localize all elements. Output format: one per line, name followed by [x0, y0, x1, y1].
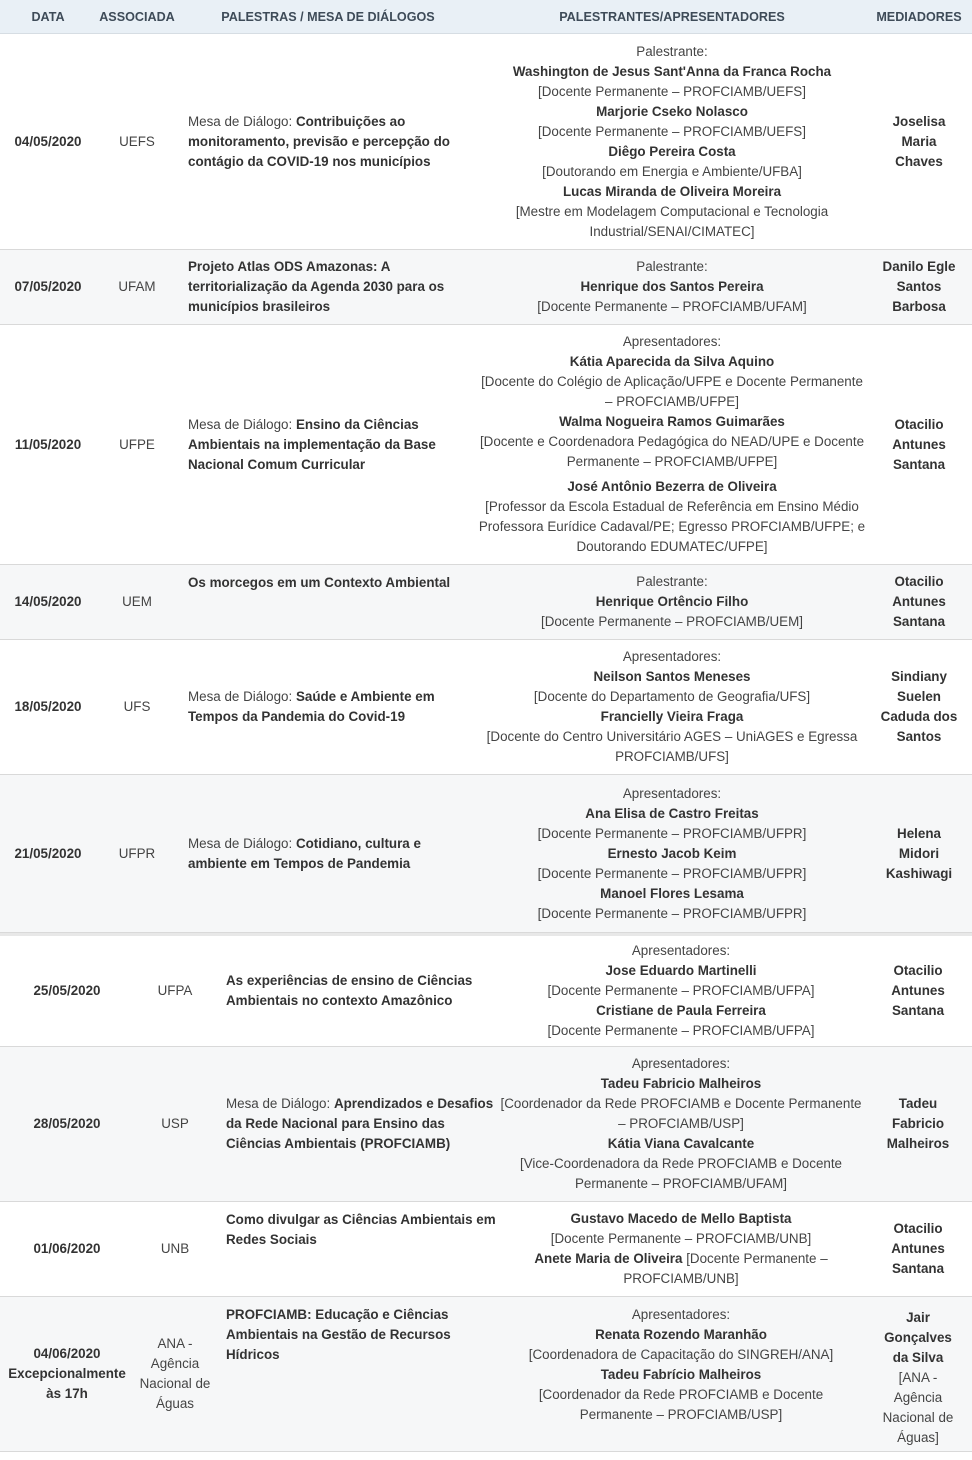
speaker-name: José Antônio Bezerra de Oliveira	[567, 479, 777, 494]
speaker-role: Apresentadores:	[622, 785, 722, 801]
speaker-name: Ana Elisa de Castro Freitas	[585, 805, 759, 821]
header-palestrantes: PALESTRANTES/APRESENTADORES	[559, 10, 785, 24]
row-associada: UNB	[160, 1241, 190, 1256]
row-date: 11/05/2020	[14, 436, 82, 452]
row-date: 18/05/2020	[14, 699, 82, 714]
speaker-desc: [Vice-Coordenadora da Rede PROFCIAMB e Docente Permanente – PROFCIAMB/UFAM]	[519, 1156, 843, 1191]
talk-title: PROFCIAMB: Educação e Ciências Ambientais na Gestão de Recursos Hídricos	[226, 1307, 451, 1362]
row-associada: USP	[161, 1116, 189, 1131]
row-talk	[226, 1202, 496, 1296]
table-row	[0, 936, 972, 1047]
row-talk	[188, 775, 463, 932]
header-associada: ASSOCIADA	[99, 10, 175, 24]
header-mediadores: MEDIADORES	[876, 10, 962, 24]
speaker-entry	[496, 1249, 866, 1289]
table-row	[0, 325, 972, 565]
talk-title: Cotidiano, cultura e ambiente em Tempos de Pandemia	[188, 835, 421, 871]
speaker-desc: [Docente Permanente – PROFCIAMB/UNB]	[623, 1251, 828, 1286]
speaker-name: Cristiane de Paula Ferreira	[596, 1003, 766, 1018]
row-associada: UFS	[123, 699, 151, 714]
row-date: 25/05/2020	[33, 983, 101, 998]
table-row	[0, 1202, 972, 1297]
speaker-name: Walma Nogueira Ramos Guimarães	[559, 414, 785, 429]
speaker-role: Apresentadores:	[622, 334, 722, 349]
speaker-desc: [Docente Permanente – PROFCIAMB/UFPA]	[547, 983, 815, 998]
row-mediator-note: [ANA - Agência Nacional de Águas]	[882, 1370, 954, 1445]
row-talk	[188, 325, 463, 564]
row-mediator: Otacilio Antunes Santana	[891, 1221, 945, 1276]
row-associada: ANA - Agência Nacional de Águas	[139, 1336, 211, 1411]
row-speakers	[496, 1202, 866, 1296]
row-associada: UFPR	[118, 845, 156, 861]
row-mediator: Otacilio Antunes Santana	[892, 574, 946, 629]
row-mediator: Otacilio Antunes Santana	[892, 416, 946, 472]
speaker-desc: [Docente Permanente – PROFCIAMB/UFPR]	[537, 865, 807, 881]
talk-prefix: Mesa de Diálogo:	[188, 416, 296, 432]
speaker-desc: [Coordenador da Rede PROFCIAMB e Docente Permanente – PROFCIAMB/USP]	[538, 1387, 824, 1422]
speaker-name: Anete Maria de Oliveira	[534, 1251, 683, 1266]
table-row	[0, 1047, 972, 1202]
speaker-name: Diêgo Pereira Costa	[608, 144, 736, 159]
talk-prefix: Mesa de Diálogo:	[226, 1096, 334, 1111]
row-talk	[188, 565, 463, 639]
table-row	[0, 250, 972, 325]
speaker-name: Jose Eduardo Martinelli	[605, 963, 757, 978]
speaker-name: Gustavo Macedo de Mello Baptista	[570, 1211, 792, 1226]
speaker-role: Palestrante:	[636, 44, 708, 59]
row-mediator: Otacilio Antunes Santana	[891, 963, 945, 1018]
row-date: 04/06/2020	[33, 1346, 101, 1361]
speaker-desc: [Docente do Colégio de Aplicação/UFPE e Docente Permanente – PROFCIAMB/UFPE]	[481, 374, 863, 409]
header-palestras: PALESTRAS / MESA DE DIÁLOGOS	[221, 10, 435, 24]
speaker-name: Kátia Aparecida da Silva Aquino	[569, 354, 775, 369]
row-associada: UEM	[122, 594, 152, 609]
row-speakers	[478, 250, 866, 324]
speaker-desc: [Docente Permanente – PROFCIAMB/UNB]	[550, 1231, 812, 1246]
speaker-name: Francielly Vieira Fraga	[600, 709, 744, 724]
speaker-desc: [Docente Permanente – PROFCIAMB/UFPR]	[537, 905, 807, 921]
row-speakers	[478, 35, 866, 249]
talk-title: Projeto Atlas ODS Amazonas: A territorialização da Agenda 2030 para os municípios brasileiros	[188, 259, 445, 314]
speaker-desc: [Doutorando em Energia e Ambiente/UFBA]	[542, 164, 802, 179]
table-row	[0, 640, 972, 775]
speaker-desc: [Docente Permanente – PROFCIAMB/UFAM]	[537, 299, 807, 314]
row-speakers	[478, 565, 866, 639]
row-associada: UFPA	[157, 983, 193, 998]
row-speakers	[496, 1047, 866, 1201]
speaker-desc: [Docente Permanente – PROFCIAMB/UEFS]	[538, 84, 806, 99]
row-associada: UEFS	[119, 134, 155, 149]
row-associada: UFAM	[118, 279, 156, 294]
row-speakers	[496, 936, 866, 1046]
row-talk	[188, 35, 463, 249]
row-talk	[188, 250, 463, 324]
header-date: DATA	[31, 10, 65, 24]
talk-title: Os morcegos em um Contexto Ambiental	[188, 575, 451, 590]
speaker-desc: [Coordenador da Rede PROFCIAMB e Docente Permanente – PROFCIAMB/USP]	[500, 1096, 862, 1131]
speaker-name: Tadeu Fabricio Malheiros	[600, 1076, 762, 1091]
talk-title: As experiências de ensino de Ciências Ambientais no contexto Amazônico	[226, 973, 473, 1008]
speaker-name: Neilson Santos Meneses	[593, 669, 751, 684]
speaker-name: Washington de Jesus Sant'Anna da Franca Rocha	[512, 64, 832, 79]
row-date: 04/05/2020	[14, 134, 82, 149]
speaker-role: Apresentadores:	[631, 1307, 731, 1322]
row-date-note: Excepcionalmente às 17h	[8, 1366, 126, 1401]
table-row	[0, 775, 972, 933]
row-speakers	[496, 1297, 866, 1451]
row-date: 28/05/2020	[33, 1116, 101, 1131]
row-mediator: Joselisa Maria Chaves	[892, 114, 946, 169]
speaker-name: Marjorie Cseko Nolasco	[596, 104, 748, 119]
speaker-desc: [Docente do Departamento de Geografia/UFS]	[533, 689, 811, 704]
speaker-desc: [Docente Permanente – PROFCIAMB/UEM]	[541, 614, 803, 629]
table-row	[0, 565, 972, 640]
speaker-desc: [Docente Permanente – PROFCIAMB/UEFS]	[538, 124, 806, 139]
speaker-name: Henrique Ortêncio Filho	[595, 594, 749, 609]
row-mediator: Sindiany Suelen Caduda dos Santos	[880, 669, 958, 744]
speaker-desc: [Docente Permanente – PROFCIAMB/UFPR]	[537, 825, 807, 841]
talk-title: Saúde e Ambiente em Tempos da Pandemia do Covid-19	[188, 689, 435, 724]
row-talk	[226, 936, 496, 1046]
talk-prefix: Mesa de Diálogo:	[188, 114, 296, 129]
talk-title: Aprendizados e Desafios da Rede Nacional para Ensino das Ciências Ambientais (PROFCIAMB)	[226, 1096, 494, 1151]
table-row	[0, 1297, 972, 1452]
speaker-role: Palestrante:	[636, 574, 708, 589]
row-speakers	[478, 640, 866, 774]
speaker-name: Ernesto Jacob Keim	[607, 845, 737, 861]
row-associada: UFPE	[119, 436, 155, 452]
speaker-name: Henrique dos Santos Pereira	[580, 279, 764, 294]
talk-prefix: Mesa de Diálogo:	[188, 835, 296, 851]
speaker-role: Apresentadores:	[631, 1056, 731, 1071]
row-date: 14/05/2020	[14, 594, 82, 609]
speaker-desc: [Coordenadora de Capacitação do SINGREH/ANA]	[528, 1347, 834, 1362]
speaker-name: Tadeu Fabrício Malheiros	[600, 1367, 762, 1382]
speaker-desc: [Professor da Escola Estadual de Referência em Ensino Médio Professora Eurídice Cadaval/PE; Egresso PROFCIAMB/UFPE; e Doutorando EDUMATEC/UFPE]	[478, 499, 866, 554]
speaker-desc: [Docente do Centro Universitário AGES – UniAGES e Egressa PROFCIAMB/UFS]	[486, 729, 858, 764]
row-speakers	[478, 775, 866, 932]
row-date-cell	[0, 1297, 134, 1451]
speaker-desc: [Docente Permanente – PROFCIAMB/UFPA]	[547, 1023, 815, 1038]
speaker-name: Kátia Viana Cavalcante	[607, 1136, 755, 1151]
row-date: 07/05/2020	[14, 279, 82, 294]
table-row	[0, 35, 972, 250]
speaker-role: Palestrante:	[636, 259, 708, 274]
speaker-desc: [Mestre em Modelagem Computacional e Tecnologia Industrial/SENAI/CIMATEC]	[515, 204, 829, 239]
row-date: 21/05/2020	[14, 845, 82, 861]
speaker-role: Apresentadores:	[631, 943, 731, 958]
talk-title: Ensino da Ciências Ambientais na implementação da Base Nacional Comum Curricular	[188, 416, 436, 472]
row-mediator: Tadeu Fabricio Malheiros	[886, 1096, 950, 1151]
table-header	[0, 0, 972, 34]
row-mediator: Helena Midori Kashiwagi	[885, 825, 953, 881]
row-mediator-cell	[866, 1297, 970, 1451]
row-mediator: Jair Gonçalves da Silva	[884, 1310, 952, 1365]
talk-title: Contribuições ao monitoramento, previsão e percepção do contágio da COVID-19 nos municípios	[188, 114, 450, 169]
speaker-name: Manoel Flores Lesama	[600, 885, 744, 901]
speaker-desc: [Docente e Coordenadora Pedagógica do NEAD/UPE e Docente Permanente – PROFCIAMB/UFPE]	[479, 434, 865, 469]
talk-prefix: Mesa de Diálogo:	[188, 689, 296, 704]
speaker-name: Renata Rozendo Maranhão	[595, 1327, 767, 1342]
speaker-name: Lucas Miranda de Oliveira Moreira	[562, 184, 782, 199]
row-talk	[226, 1047, 496, 1201]
row-date: 01/06/2020	[33, 1241, 101, 1256]
row-speakers	[478, 325, 866, 564]
talk-title: Como divulgar as Ciências Ambientais em Redes Sociais	[226, 1212, 496, 1247]
speaker-role: Apresentadores:	[622, 649, 722, 664]
row-mediator: Danilo Egle Santos Barbosa	[882, 259, 956, 314]
row-talk	[188, 640, 463, 774]
row-talk	[226, 1297, 496, 1451]
